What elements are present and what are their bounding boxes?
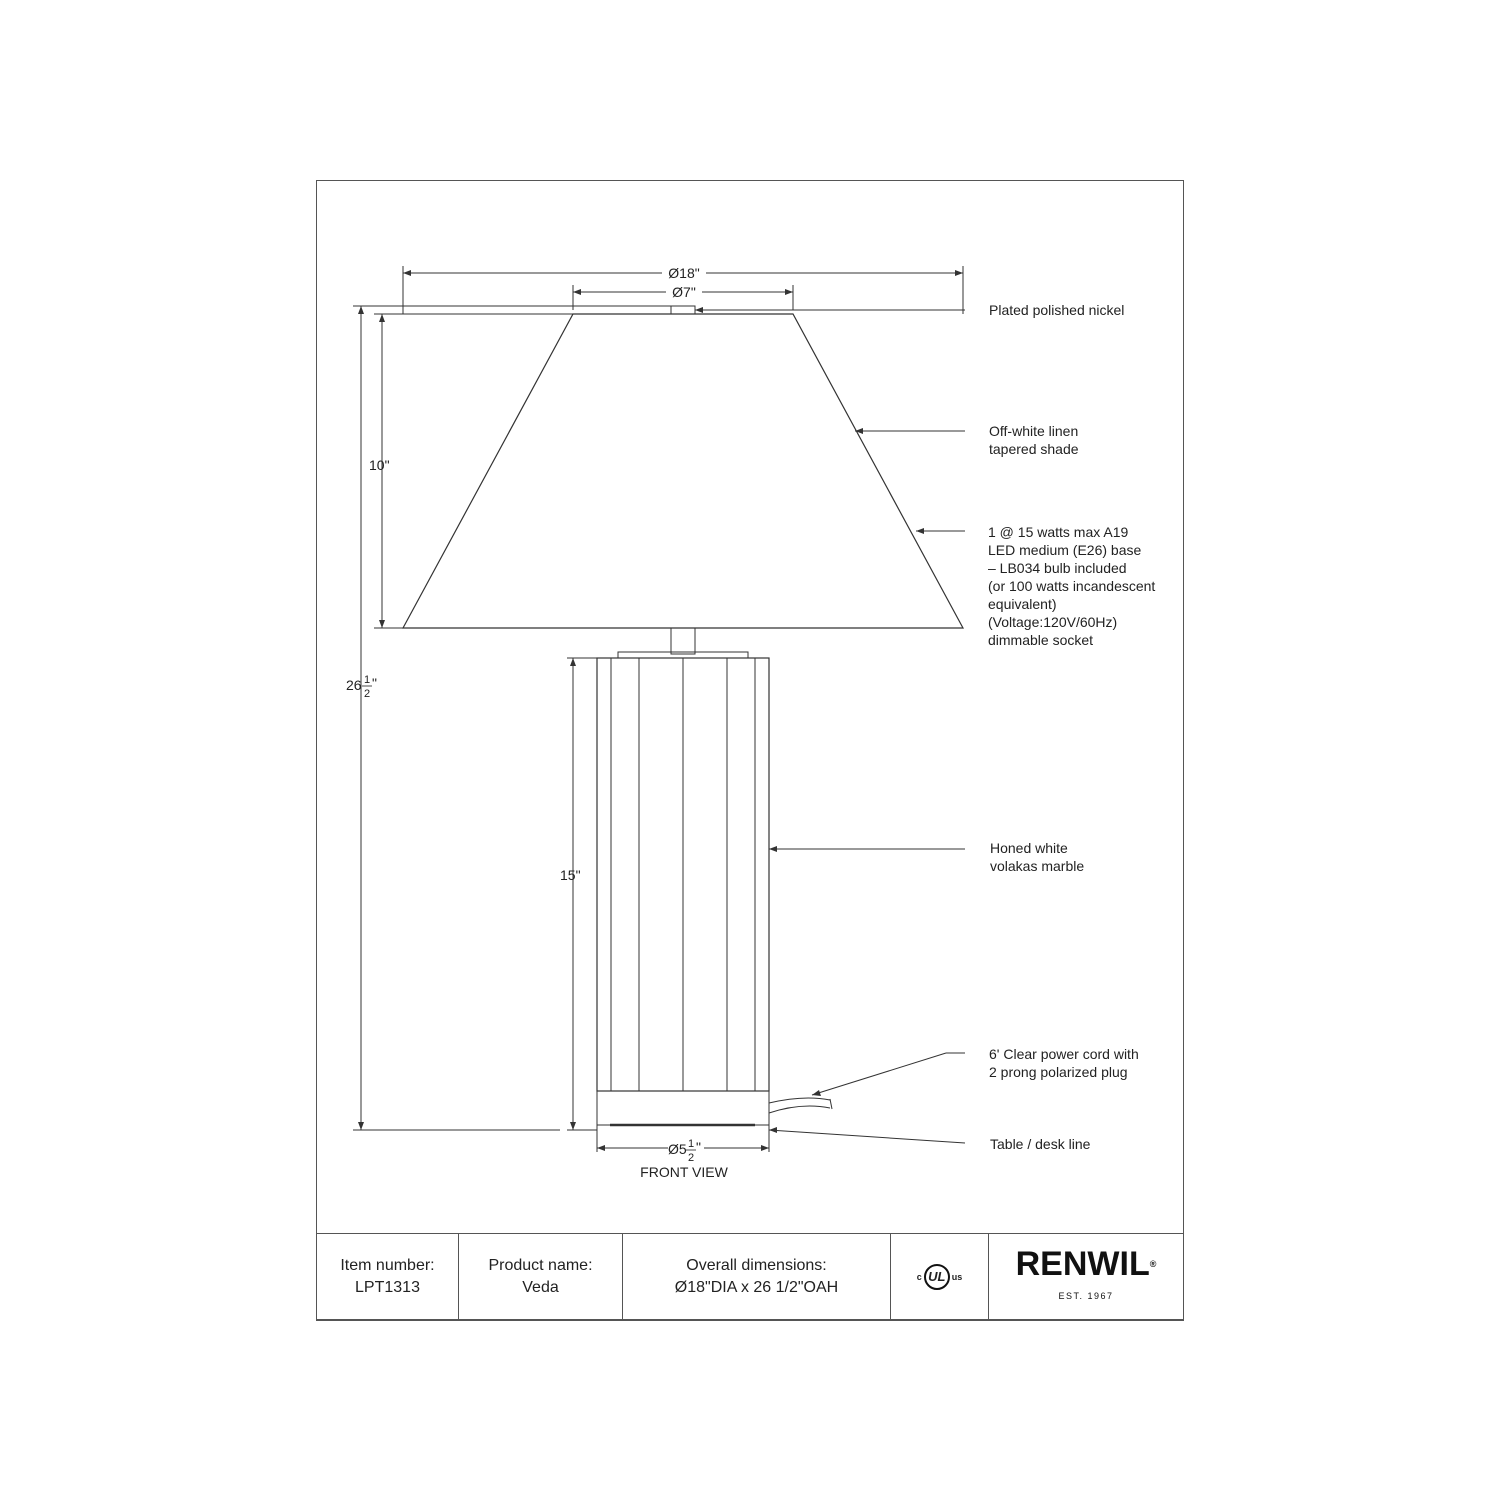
overall-dimensions-cell [623, 1234, 891, 1320]
svg-text:Ø5: Ø5 [668, 1141, 687, 1157]
svg-text:1: 1 [688, 1138, 695, 1150]
leader-cord [812, 1053, 946, 1095]
brand-cell [989, 1234, 1183, 1320]
lampshade [403, 314, 963, 628]
base-cap [618, 652, 748, 658]
dim-shade-top-dia: Ø7" [672, 284, 696, 300]
svg-text:1: 1 [364, 674, 371, 686]
callout-table: Table / desk line [990, 1136, 1091, 1152]
callout-body: Honed white volakas marble [990, 840, 1085, 874]
title-block [316, 1233, 1184, 1321]
socket [671, 628, 695, 654]
svg-text:": " [696, 1139, 701, 1155]
overall-dimensions-value: Ø18"DIA x 26 1/2"OAH [674, 1279, 839, 1296]
callout-shade: Off-white linen tapered shade [989, 423, 1079, 457]
svg-text:2: 2 [688, 1152, 695, 1164]
certification-cell [891, 1234, 989, 1320]
leader-table [769, 1130, 965, 1143]
plinth [597, 1091, 769, 1125]
cul-us-listed-logo: c UL us [917, 1264, 963, 1290]
callout-cord: 6' Clear power cord with 2 prong polarized plug [989, 1046, 1139, 1080]
brand-established: EST. 1967 [1058, 1291, 1114, 1301]
power-cord [769, 1098, 830, 1103]
renwil-logo: RENWIL® [1015, 1245, 1157, 1283]
product-name-value: Veda [522, 1279, 559, 1296]
callout-bulb: 1 @ 15 watts max A19 LED medium (E26) base – LB034 bulb included (or 100 watts incandescent equivalent) (Voltage:120V/60Hz) dimmable socket [988, 524, 1156, 648]
item-number-label: Item number: [340, 1257, 435, 1274]
dim-shade-height: 10" [369, 457, 390, 473]
dim-base-height: 15" [560, 867, 581, 883]
item-number-cell [317, 1234, 459, 1320]
svg-text:": " [372, 675, 377, 691]
overall-dimensions-label: Overall dimensions: [686, 1257, 827, 1274]
item-number-value: LPT1313 [355, 1279, 420, 1296]
product-name-cell [459, 1234, 623, 1320]
svg-text:26: 26 [346, 677, 362, 693]
callout-finial: Plated polished nickel [989, 302, 1125, 318]
dim-shade-bottom-dia: Ø18" [668, 265, 700, 281]
product-name-label: Product name: [488, 1257, 593, 1274]
finial [671, 306, 695, 314]
svg-text:2: 2 [364, 688, 371, 700]
view-label: FRONT VIEW [640, 1164, 728, 1180]
